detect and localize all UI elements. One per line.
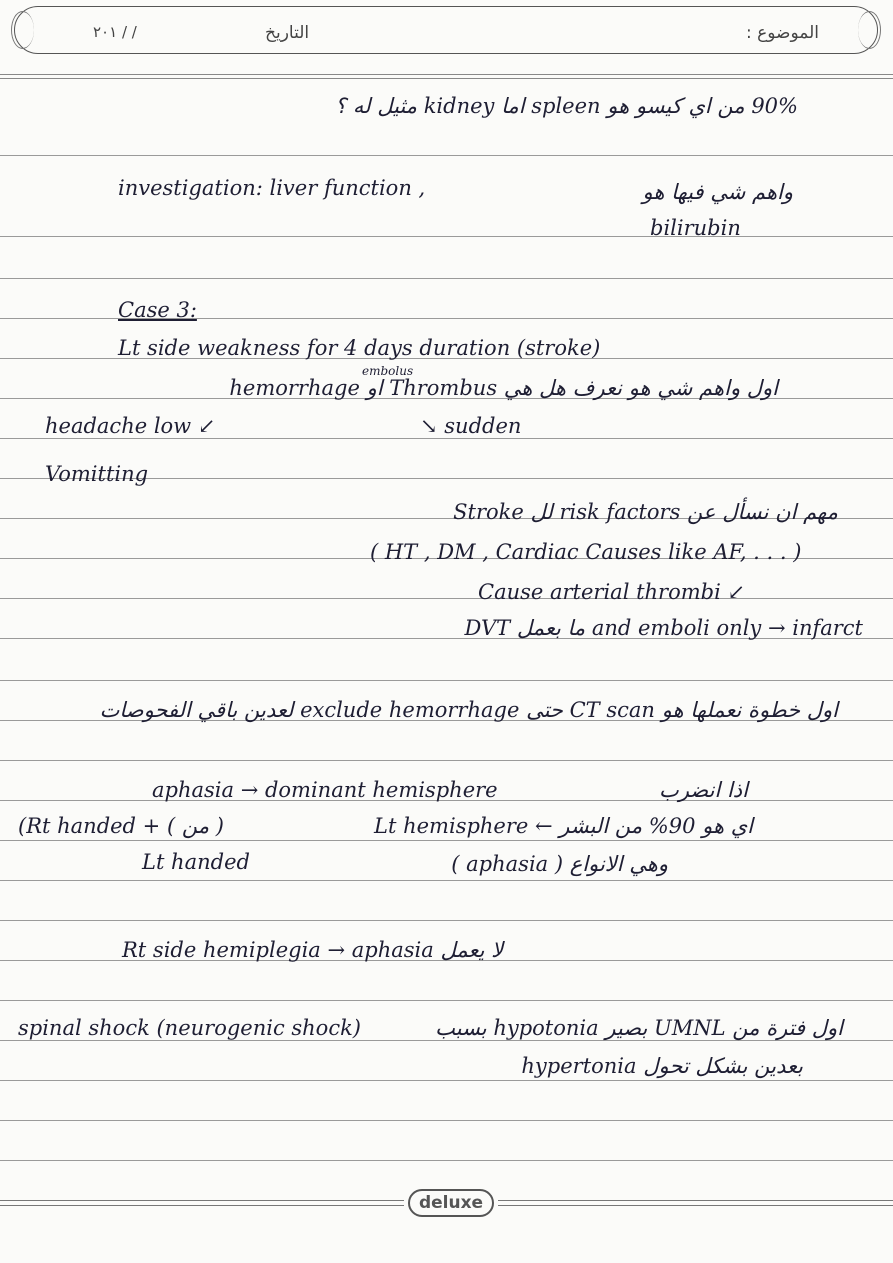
note-line-arterial-thrombi: Cause arterial thrombi ↙ [478, 580, 746, 604]
note-line-thrombus: اول واهم شي هو نعرف هل هي Thrombus او hemorrhage [229, 376, 778, 400]
note-line-spinal-shock: spinal shock (neurogenic shock) [18, 1016, 362, 1040]
note-line-aphasia: aphasia → dominant hemisphere [152, 778, 498, 802]
note-line-sudden: ↘ sudden [420, 414, 522, 438]
ruled-line [0, 598, 893, 599]
note-line-rt-handed: (Rt handed + ( من ) [18, 814, 224, 838]
note-annotation-embolus: embolus [362, 364, 414, 378]
ruled-line [0, 880, 893, 881]
ruled-line [0, 1040, 893, 1041]
case-heading: Case 3: [118, 298, 197, 322]
subject-label: الموضوع : [745, 23, 819, 43]
header-frame [14, 6, 878, 54]
ruled-line [0, 920, 893, 921]
ruled-line [0, 1080, 893, 1081]
ruled-line [0, 278, 893, 279]
note-line-lt-handed: Lt handed [142, 850, 250, 874]
ruled-line [0, 74, 893, 79]
footer-rule-right [498, 1200, 893, 1206]
note-line-headache: headache low ↙ [45, 414, 216, 438]
note-line-bilirubin: bilirubin [650, 216, 741, 240]
note-line-spleen: 90% من اي كيسو هو spleen اما kidney مثيل له ؟ [335, 94, 798, 118]
ruled-line [0, 760, 893, 761]
note-line-risk-factors: مهم ان نسأل عن risk factors لل Stroke [453, 500, 838, 524]
note-line-hypertonia: بعدين بشكل تحول hypertonia [521, 1054, 803, 1078]
ruled-line [0, 155, 893, 156]
date-label: التاريخ [265, 23, 310, 43]
ruled-line [0, 1000, 893, 1001]
note-line-risk-list: ( HT , DM , Cardiac Causes like AF, . . . ) [370, 540, 802, 564]
note-line-if-hit: اذا انضرب [659, 778, 748, 802]
ruled-line [0, 840, 893, 841]
footer-rule-left [0, 1200, 404, 1206]
date-field: ٢٠١ / / [93, 23, 137, 41]
ruled-line [0, 236, 893, 237]
ruled-line [0, 438, 893, 439]
note-line-ct-scan: اول خطوة نعملها هو CT scan حتى exclude hemorrhage لعدين باقي الفحوصات [99, 698, 838, 722]
note-line-umnl: اول فترة من UMNL بصير hypotonia بسبب [435, 1016, 843, 1040]
note-line-dvt: DVT ما بعمل and emboli only → infarct [464, 616, 863, 640]
note-line-vomiting: Vomitting [45, 462, 149, 486]
note-line-weakness: Lt side weakness for 4 days duration (stroke) [118, 336, 601, 360]
ruled-line [0, 680, 893, 681]
note-line-hemiplegia: Rt side hemiplegia → aphasia لا يعمل [122, 938, 504, 962]
note-line-investigation: investigation: liver function , [118, 176, 426, 200]
brand-logo: deluxe [408, 1189, 494, 1217]
note-line-aphasia-types: وهي الانواع ( aphasia ) [451, 852, 668, 876]
note-line-lt-hemisphere: اي هو 90% من البشر ← Lt hemisphere [374, 814, 753, 838]
ruled-line [0, 1160, 893, 1161]
note-line-important: واهم شي فيها هو [642, 180, 793, 204]
ruled-line [0, 1120, 893, 1121]
